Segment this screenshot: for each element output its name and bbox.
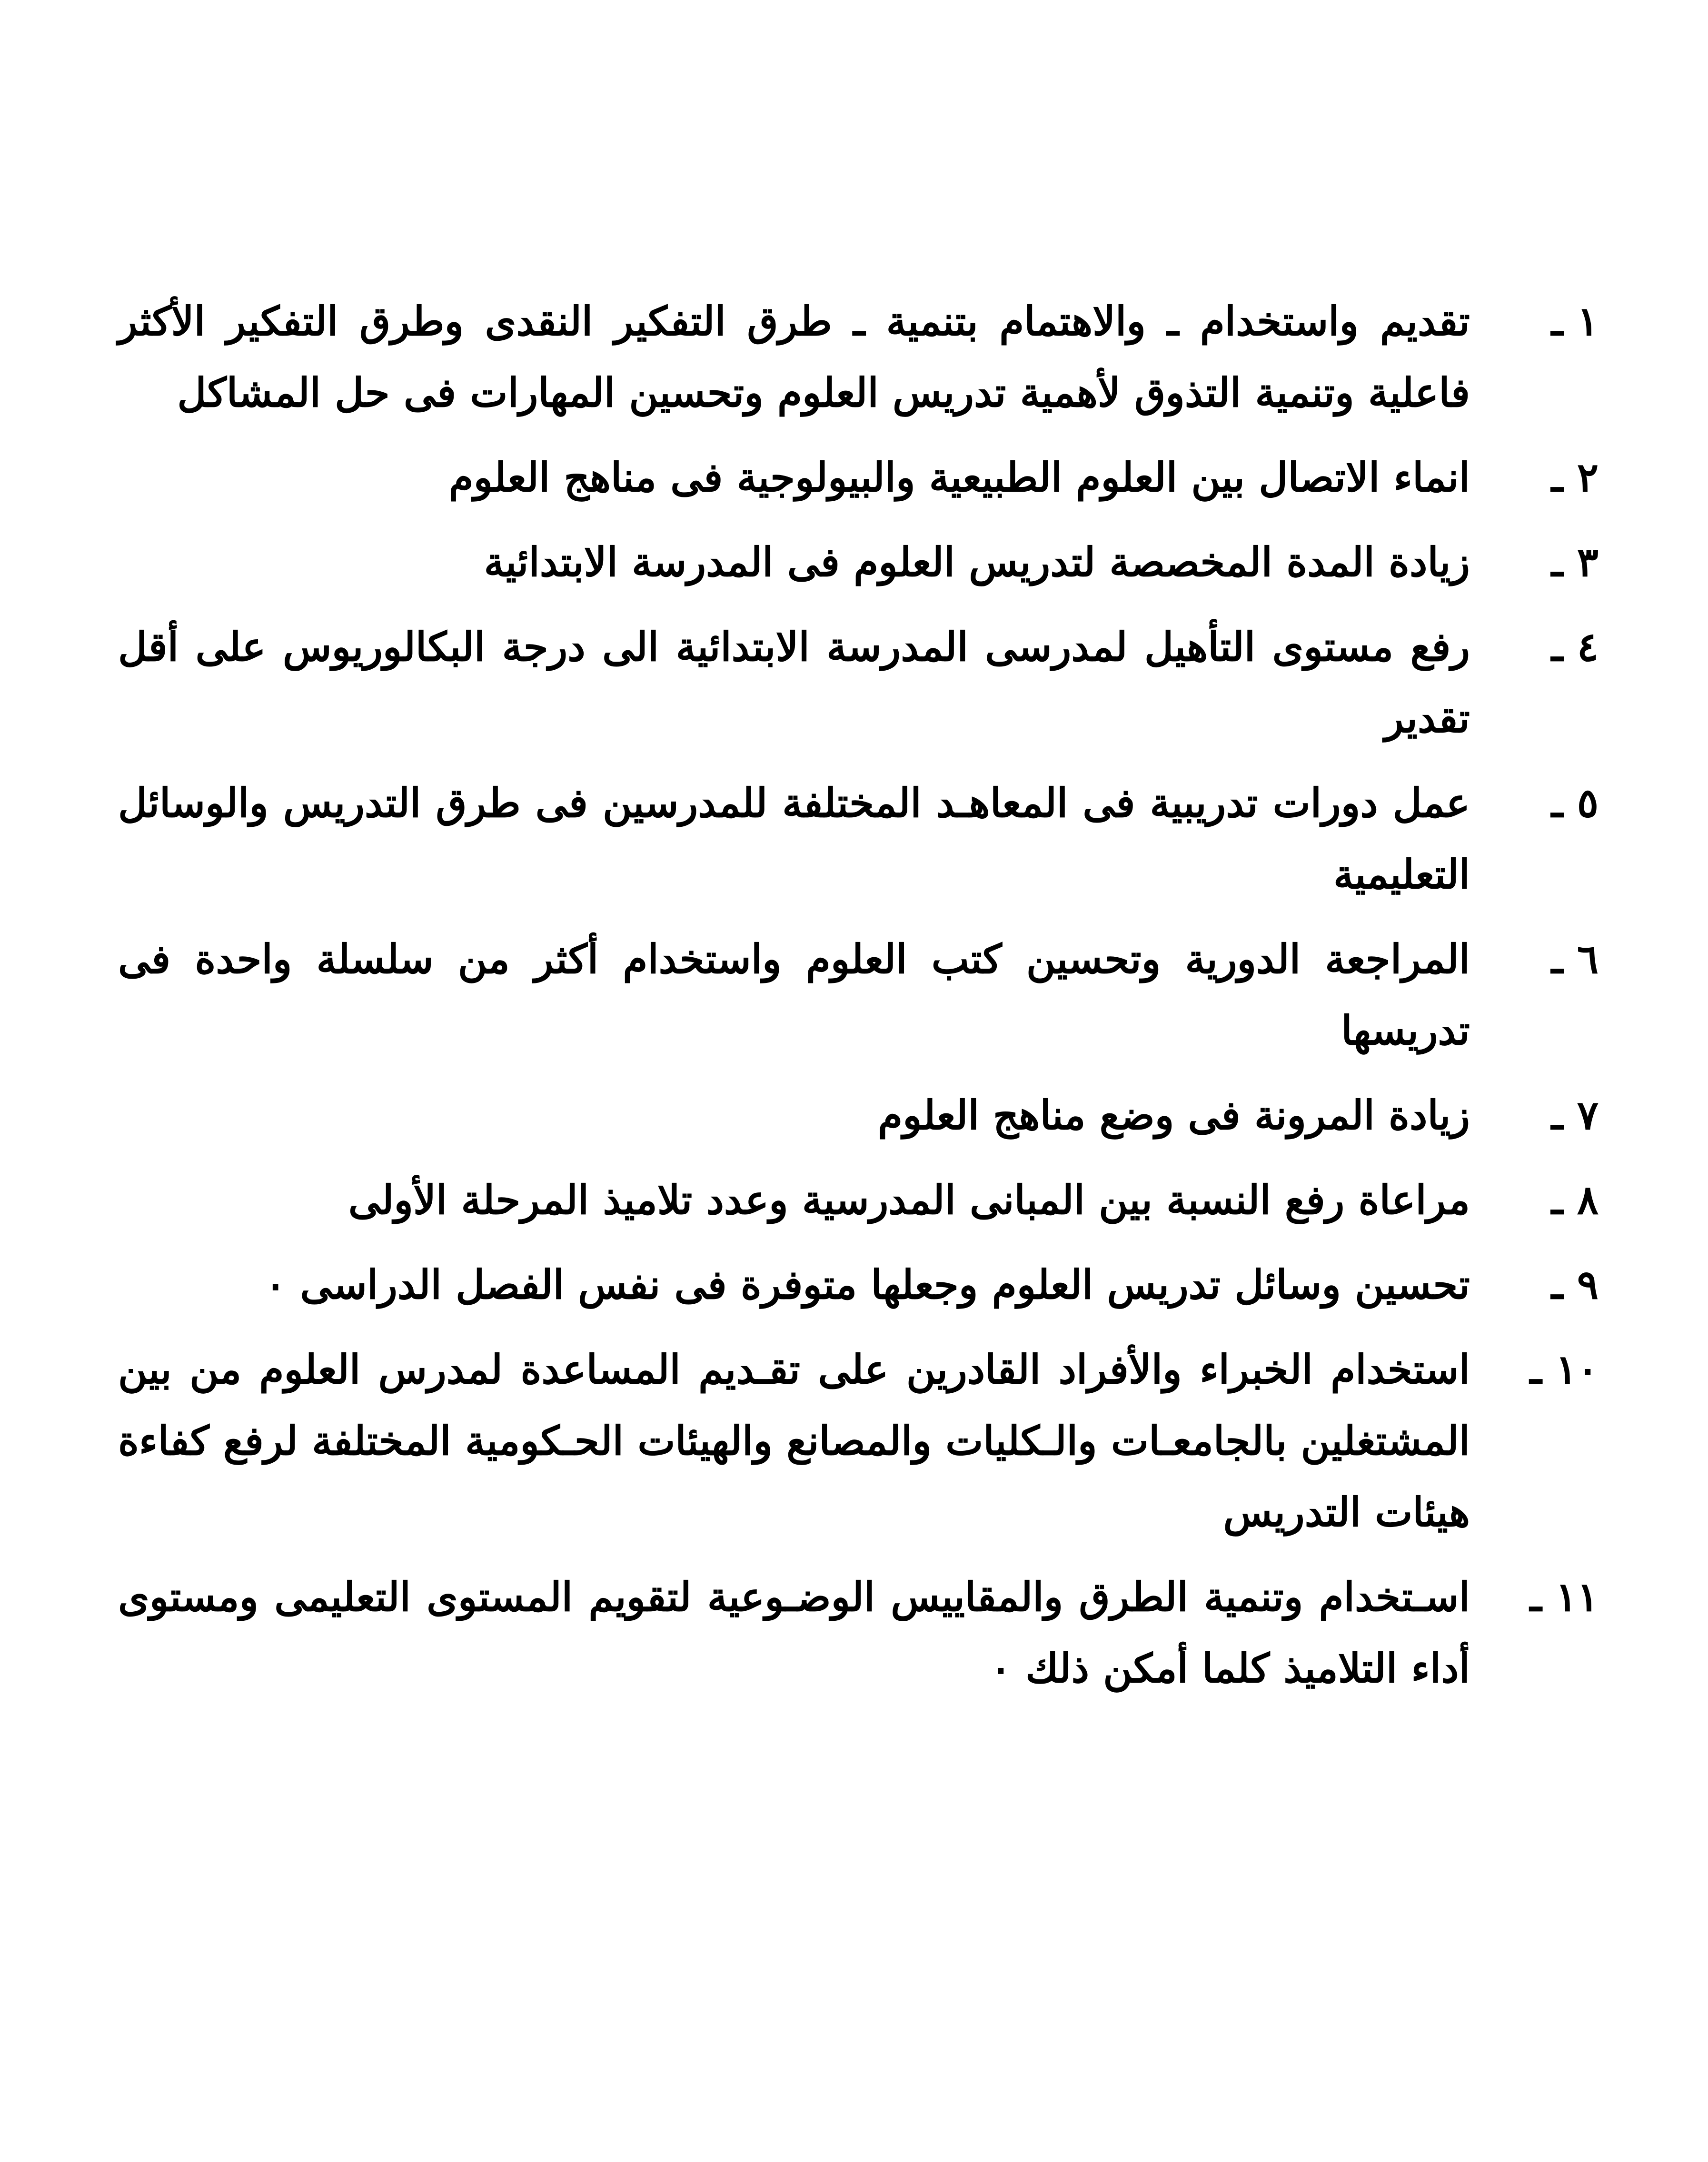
item-text: استخدام الخبراء والأفراد القادرين على تقـديم المساعدة لمدرس العلوم من بين المشتغلين بالجامعـات والـكليات والمصانع والهيئات الحـكومية المختلفة لرفع كفاءة هيئات التدريس (118, 1346, 1470, 1536)
item-text: اسـتخدام وتنمية الطرق والمقاييس الوضـوعية لتقويم المستوى التعليمى ومستوى أداء التلاميذ كلما أمكن ذلك ٠ (118, 1573, 1470, 1692)
list-item-8 (118, 1164, 1599, 1236)
item-number: ٦ ـ (1551, 935, 1599, 982)
list-item-7 (118, 1080, 1599, 1151)
list-item-5 (118, 767, 1599, 910)
list-item-6 (118, 923, 1599, 1066)
item-number: ٥ ـ (1551, 779, 1599, 826)
item-number: ٤ ـ (1551, 623, 1599, 670)
list-item-1 (118, 286, 1599, 428)
item-number: ٧ ـ (1551, 1091, 1599, 1139)
item-text: عمل دورات تدريبية فى المعاهـد المختلفة للمدرسين فى طرق التدريس والوسائل التعليمية (118, 779, 1470, 898)
item-text: رفع مستوى التأهيل لمدرسى المدرسة الابتدائية الى درجة البكالوريوس على أقل تقدير (118, 623, 1470, 742)
item-number: ٣ ـ (1551, 538, 1599, 585)
item-text: المراجعة الدورية وتحسين كتب العلوم واستخدام أكثر من سلسلة واحدة فى تدريسها (118, 935, 1470, 1054)
list-item-9 (118, 1249, 1599, 1320)
item-number: ٩ ـ (1551, 1261, 1599, 1308)
item-text: مراعاة رفع النسبة بين المبانى المدرسية وعدد تلاميذ المرحلة الأولى (348, 1176, 1470, 1223)
recommendations-list (118, 286, 1599, 1704)
item-number: ١٠ ـ (1529, 1346, 1599, 1393)
list-item-3 (118, 526, 1599, 598)
item-text: انماء الاتصال بين العلوم الطبيعية والبيولوجية فى مناهج العلوم (448, 454, 1470, 501)
list-item-4 (118, 611, 1599, 754)
item-number: ١١ ـ (1529, 1573, 1599, 1620)
list-item-11 (118, 1561, 1599, 1704)
item-number: ١ ـ (1551, 298, 1599, 345)
item-text: تحسين وسائل تدريس العلوم وجعلها متوفرة فى نفس الفصل الدراسى ٠ (265, 1261, 1470, 1308)
item-text: زيادة المدة المخصصة لتدريس العلوم فى المدرسة الابتدائية (484, 538, 1470, 585)
list-item-2 (118, 442, 1599, 513)
item-text: تقديم واستخدام ـ والاهتمام بتنمية ـ طرق التفكير النقدى وطرق التفكير الأكثر فاعلية وتنمية التذوق لأهمية تدريس العلوم وتحسين المهارات فى حل المشاكل (118, 298, 1470, 416)
list-item-10 (118, 1334, 1599, 1548)
item-text: زيادة المرونة فى وضع مناهج العلوم (878, 1091, 1470, 1139)
item-number: ٢ ـ (1551, 454, 1599, 501)
item-number: ٨ ـ (1551, 1176, 1599, 1223)
